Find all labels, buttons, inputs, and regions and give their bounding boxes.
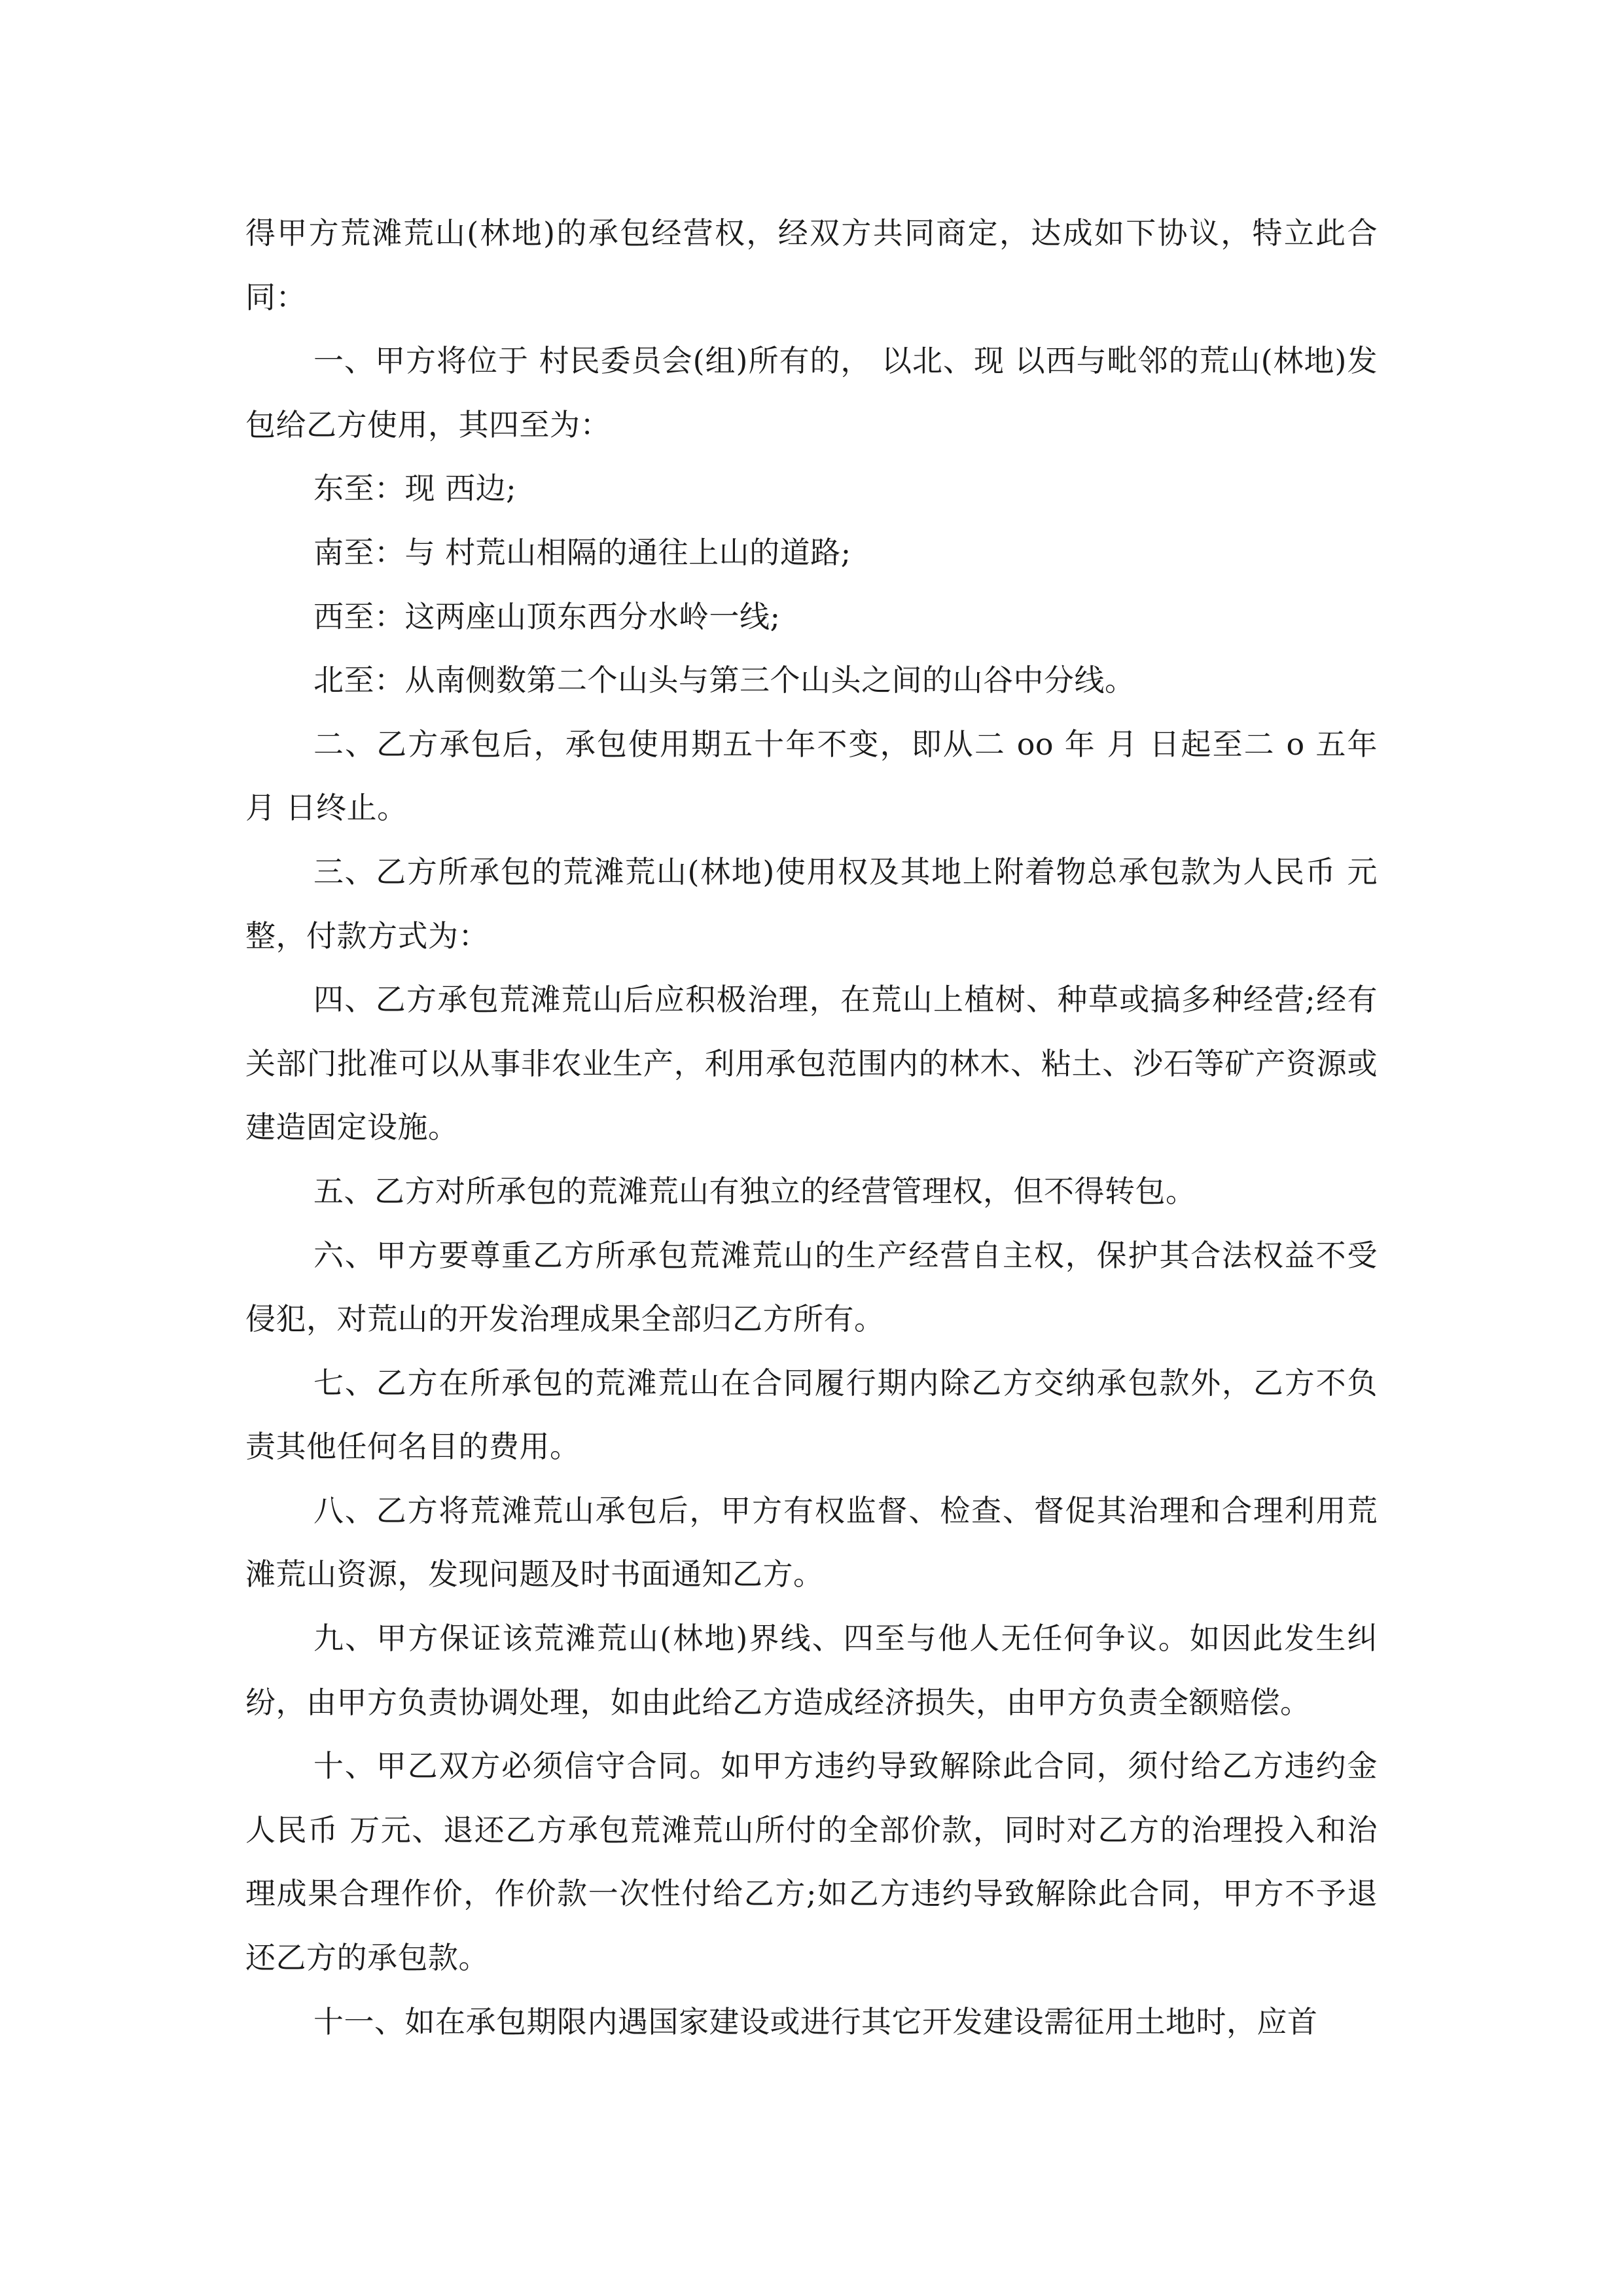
paragraph-clause-9: 九、甲方保证该荒滩荒山(林地)界线、四至与他人无任何争议。如因此发生纠纷，由甲方负责协调处理，如由此给乙方造成经济损失，由甲方负责全额赔偿。 xyxy=(245,1621,1378,1720)
paragraph-clause-8: 八、乙方将荒滩荒山承包后，甲方有权监督、检查、督促其治理和合理利用荒滩荒山资源，发现问题及时书面通知乙方。 xyxy=(245,1492,1378,1592)
paragraph-boundary-south: 南至：与 村荒山相隔的通往上山的道路; xyxy=(313,534,851,570)
paragraph-clause-2: 二、乙方承包后，承包使用期五十年不变，即从二 oo 年 月 日起至二 o 五年 月 日终止。 xyxy=(245,726,1378,826)
paragraph-clause-1: 一、甲方将位于 村民委员会(组)所有的， 以北、现 以西与毗邻的荒山(林地)发包给乙方使用，其四至为： xyxy=(245,343,1378,442)
paragraph-clause-6: 六、甲方要尊重乙方所承包荒滩荒山的生产经营自主权，保护其合法权益不受侵犯，对荒山的开发治理成果全部归乙方所有。 xyxy=(245,1237,1378,1337)
paragraph-boundary-east: 东至：现 西边; xyxy=(313,471,517,507)
paragraph-clause-5: 五、乙方对所承包的荒滩荒山有独立的经营管理权，但不得转包。 xyxy=(313,1173,1196,1209)
paragraph-boundary-west: 西至：这两座山顶东西分水岭一线; xyxy=(313,598,781,634)
paragraph-clause-3: 三、乙方所承包的荒滩荒山(林地)使用权及其地上附着物总承包款为人民币 元整，付款方式为： xyxy=(245,853,1378,954)
paragraph-clause-10: 十、甲乙双方必须信守合同。如甲方违约导致解除此合同，须付给乙方违约金人民币 万元、退还乙方承包荒滩荒山所付的全部价款，同时对乙方的治理投入和治理成果合理作价，作价款一次性付给乙方;如乙方违约导致解除此合同，甲方不予退还乙方的承包款。 xyxy=(245,1748,1378,1976)
paragraph-intro: 得甲方荒滩荒山(林地)的承包经营权，经双方共同商定，达成如下协议，特立此合同： xyxy=(245,215,1378,315)
paragraph-clause-11: 十一、如在承包期限内遇国家建设或进行其它开发建设需征用土地时，应首 xyxy=(313,2003,1318,2039)
paragraph-clause-7: 七、乙方在所承包的荒滩荒山在合同履行期内除乙方交纳承包款外，乙方不负责其他任何名目的费用。 xyxy=(245,1365,1378,1465)
paragraph-clause-4: 四、乙方承包荒滩荒山后应积极治理，在荒山上植树、种草或搞多种经营;经有关部门批准可以从事非农业生产，利用承包范围内的林木、粘土、沙石等矿产资源或建造固定设施。 xyxy=(245,982,1378,1145)
document-body xyxy=(245,202,1378,2054)
paragraph-boundary-north: 北至：从南侧数第二个山头与第三个山头之间的山谷中分线。 xyxy=(313,662,1135,698)
